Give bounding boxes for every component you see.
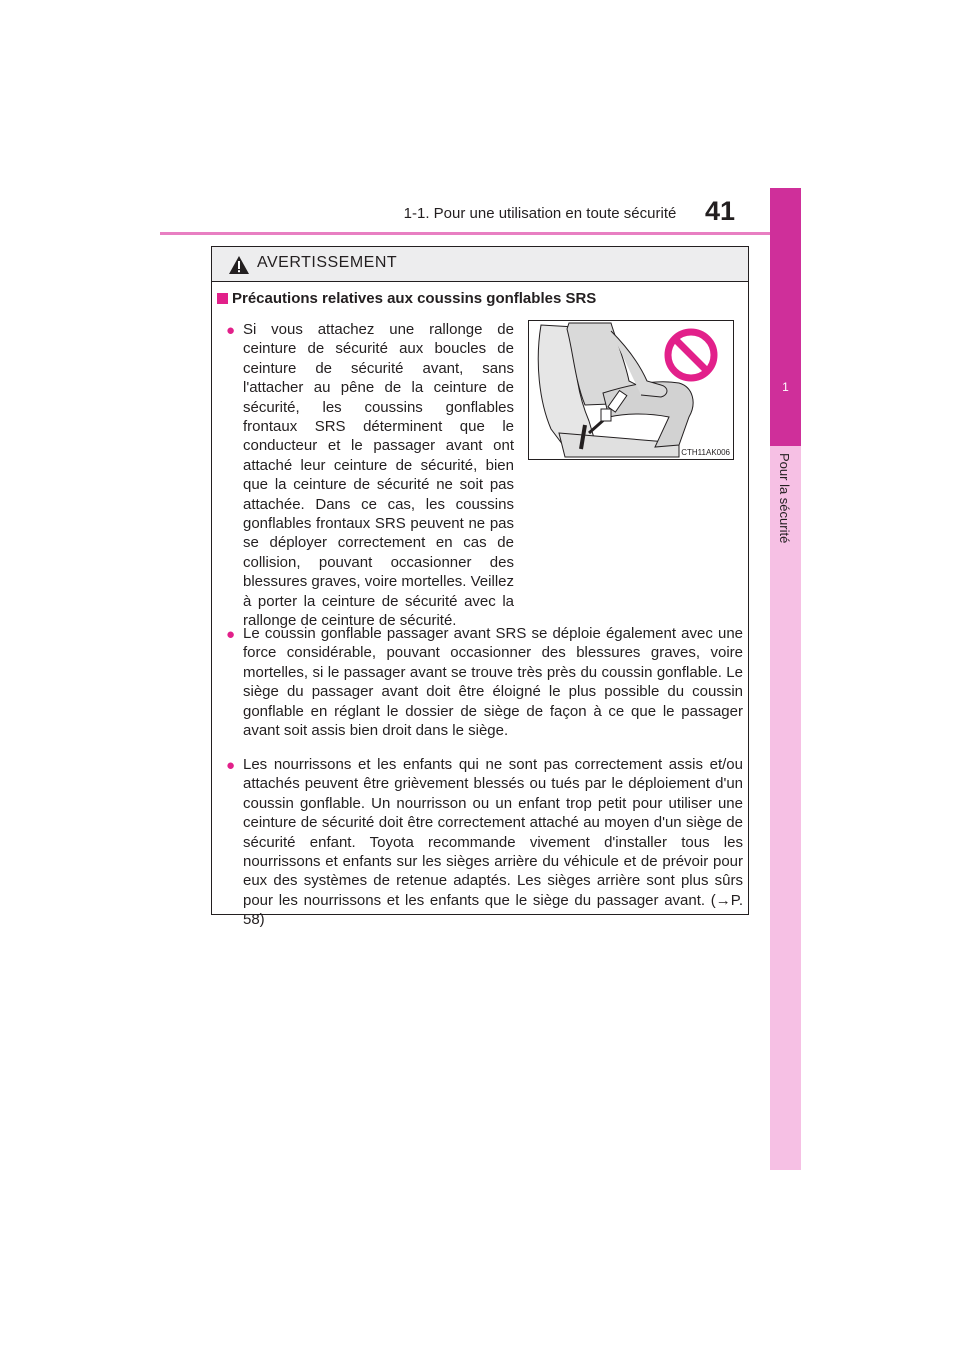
header-title: 1-1. Pour une utilisation en toute sécurité bbox=[403, 205, 677, 222]
warning-bullet bbox=[226, 755, 743, 930]
side-tab-label: Pour la sécurité bbox=[777, 453, 792, 544]
side-tab-number: 1 bbox=[782, 380, 789, 394]
warning-title: AVERTISSEMENT bbox=[257, 254, 398, 271]
prohibition-icon bbox=[668, 332, 714, 378]
page-number: 41 bbox=[705, 196, 736, 226]
warning-bullet bbox=[226, 320, 514, 631]
bullet-text: Si vous attachez une rallonge de ceinture de sécurité aux boucles de ceinture de sécurité avant, sans l'attacher au pêne de la ceinture de sécurité, les coussins gonflables frontaux SRS déterminent que le conducteur et le passager avant ont attaché leur ceinture de sécurité, bien que la ceinture de sécurité ne soit pas attachée. Dans ce cas, les coussins gonflables frontaux SRS peuvent ne pas se déployer correctement en cas de collision, pouvant occasionner des blessures graves, voire mortelles. Veillez à porter la ceinture de sécurité avec la rallonge de ceinture de sécurité. bbox=[243, 321, 514, 630]
bullet-dot-icon: ● bbox=[226, 626, 236, 643]
warning-bullet bbox=[226, 624, 743, 740]
bullet-text: Le coussin gonflable passager avant SRS se déploie également avec une force considérable, pouvant occasionner des blessures graves, voire mortelles, si le passager avant se trouve très près du coussin gonflable. Le siège du passager avant doit être éloigné le plus possible du coussin gonflable en réglant le dossier de siège de façon à ce que le passager avant soit assis bien droit dans le siège. bbox=[243, 625, 743, 740]
illustration bbox=[528, 320, 734, 460]
section-heading-text: Précautions relatives aux coussins gonflables SRS bbox=[232, 290, 597, 307]
bullet-dot-icon: ● bbox=[226, 322, 236, 339]
side-tab-chapter bbox=[770, 188, 801, 446]
bullet-dot-icon: ● bbox=[226, 757, 236, 774]
warning-box bbox=[211, 246, 749, 929]
warning-header bbox=[212, 247, 748, 282]
bullet-text: Les nourrissons et les enfants qui ne sont pas correctement assis et/ou attachés peuvent être grièvement blessés ou tués par le déploiement d'un coussin gonflable. Un nourrisson ou un enfant trop petit pour utiliser une ceinture de sécurité doit être correctement attaché au moyen d'un siège de sécurité enfant. Toyota recommande vivement d'installer tous les nourrissons et enfants sur les sièges arrière du véhicule et de prévoir pour eux des systèmes de retenue adaptés. Les sièges arrière sont plus sûrs pour les nourrissons et les enfants que le siège du passager avant. (→P. 58) bbox=[243, 756, 743, 929]
header-rule bbox=[160, 232, 800, 235]
warning-triangle-icon bbox=[228, 255, 250, 275]
section-heading bbox=[217, 290, 596, 307]
illustration-caption: CTH11AK006 bbox=[681, 448, 730, 457]
seatbelt-illustration bbox=[529, 321, 733, 459]
heading-square-icon bbox=[217, 293, 228, 304]
